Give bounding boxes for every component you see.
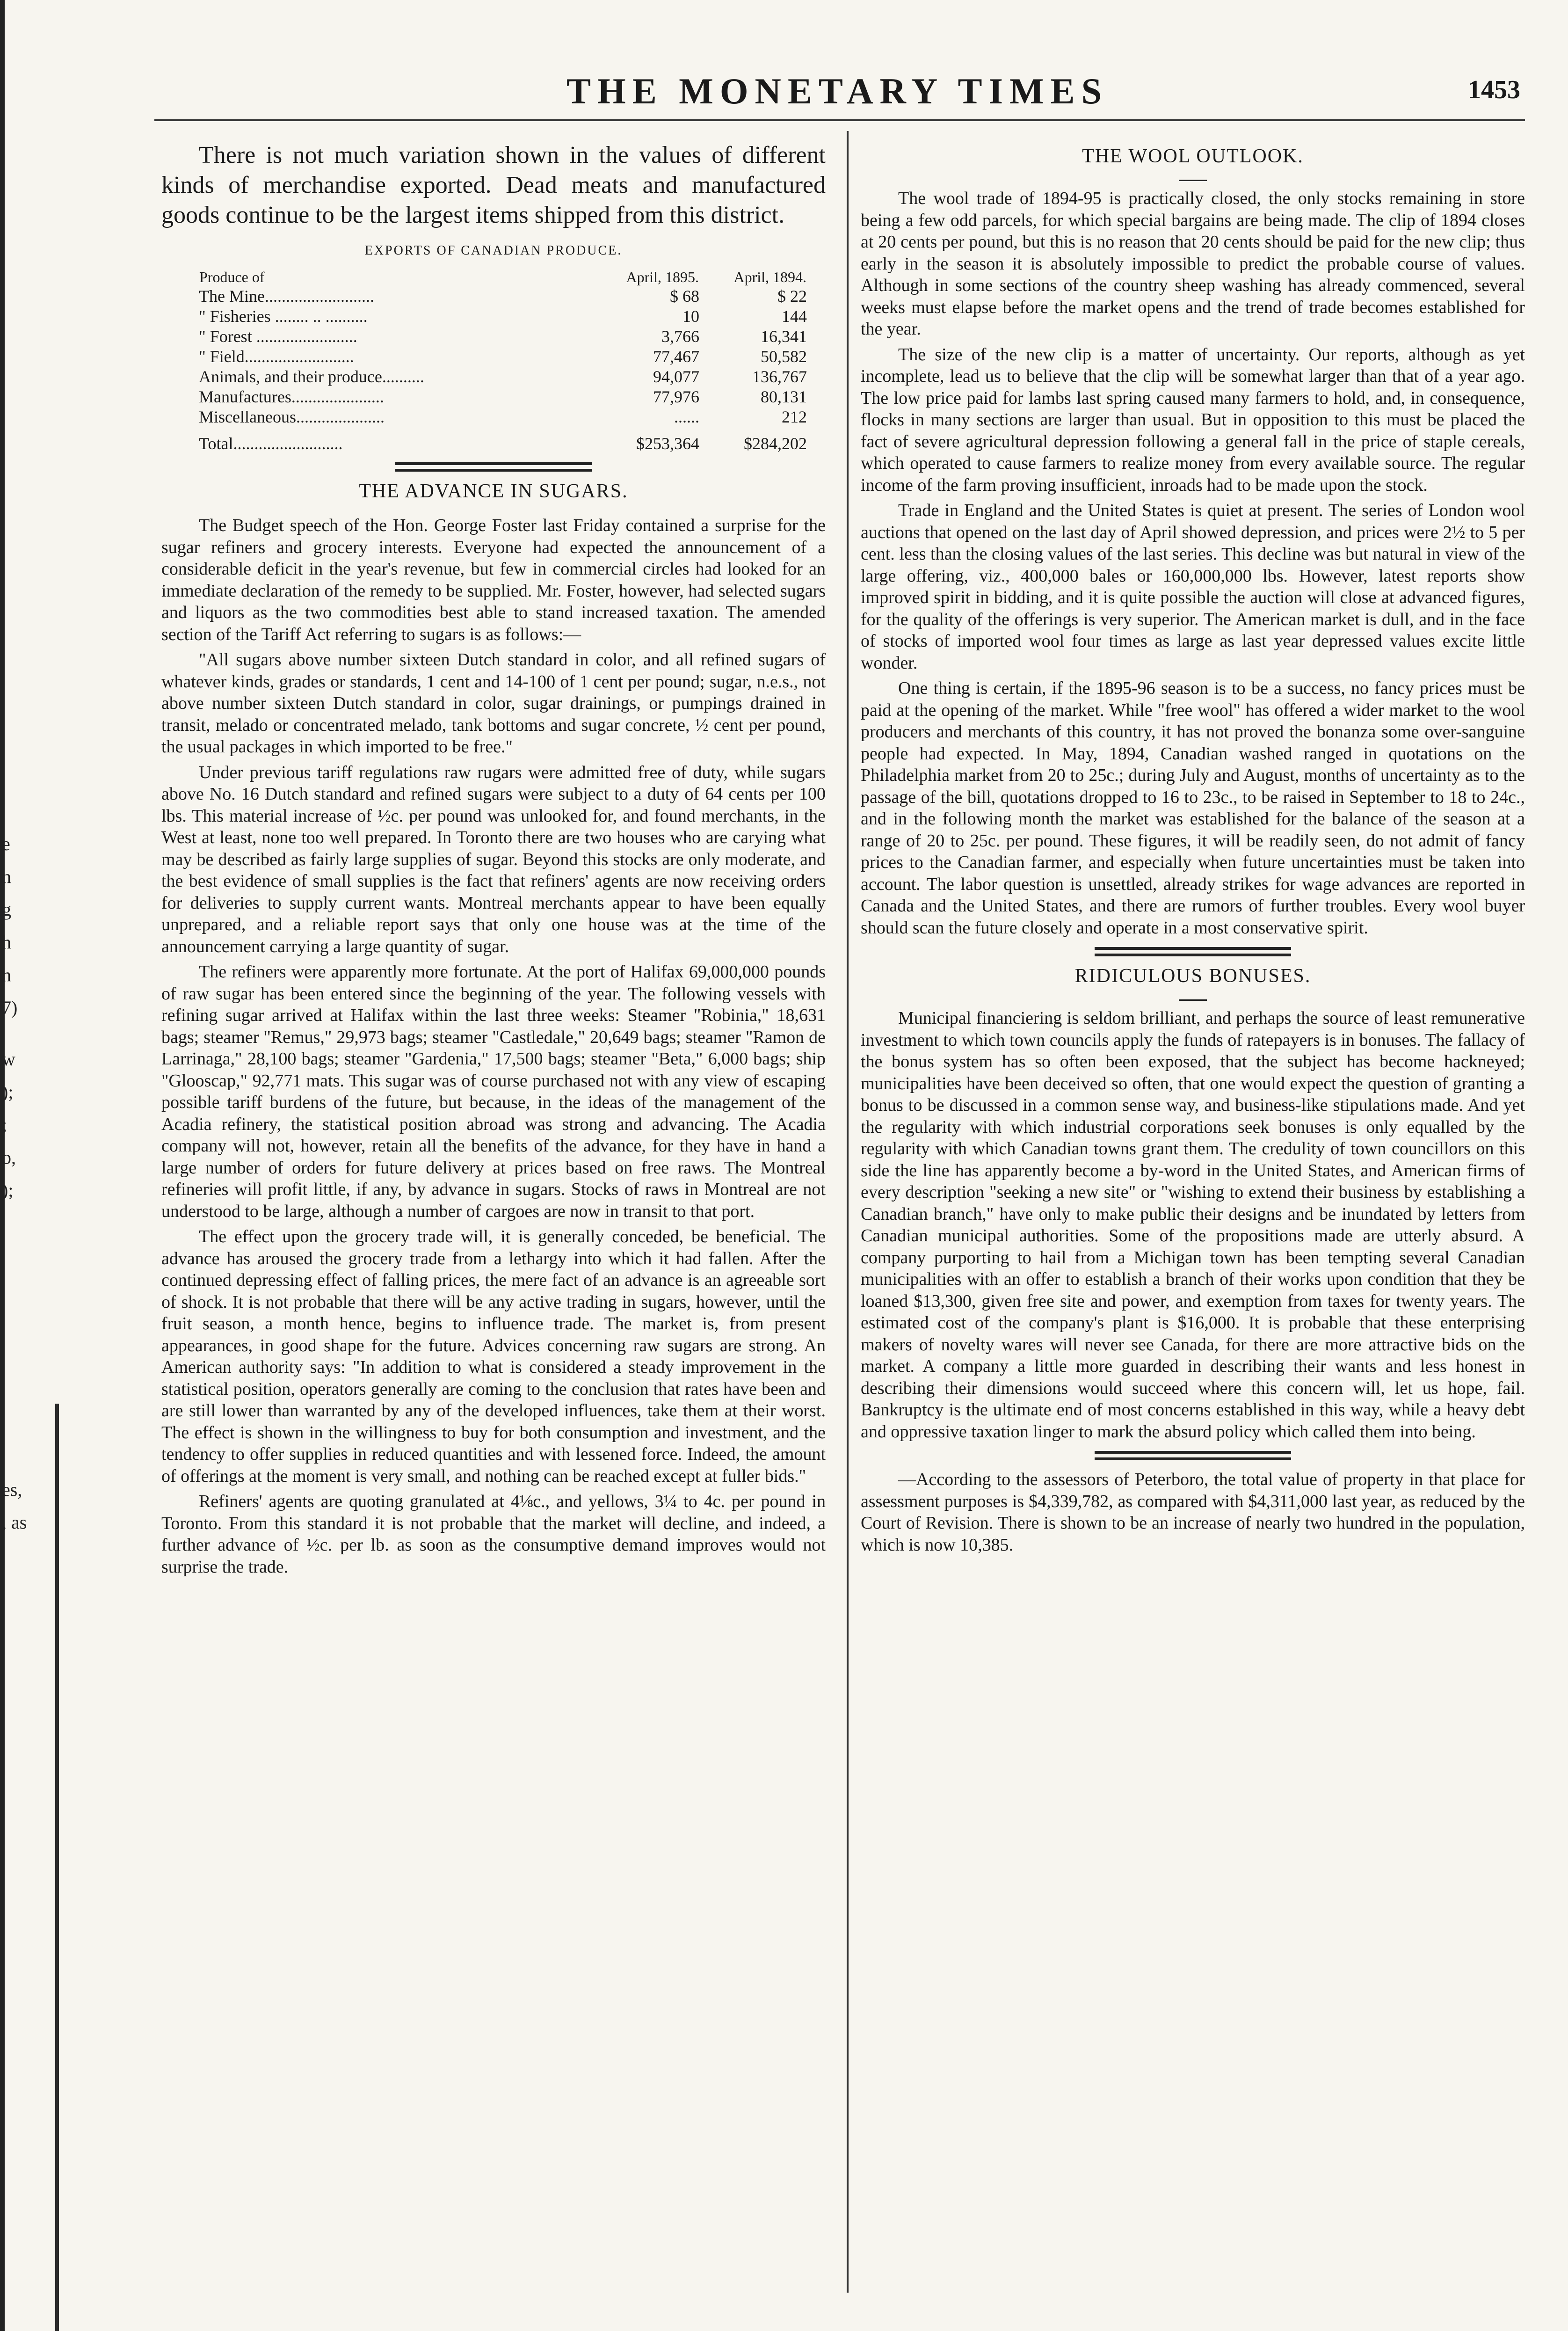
wool-paragraph: The size of the new clip is a matter of uncertainty. Our reports, although as yet incomplete, lead us to believe that the clip will be somewhat larger than that of a year ago. The low price paid for lambs last spring caused many farmers to hold, and, in consequence, flocks in many sections are larger than usual. But in opposition to this must be placed the fact of severe agricultural depression following a general fall in the price of staple cereals, which operated to cause farmers to realize money from every available source. The regular income of the farm proving insufficient, inroads had to be made upon the stock. <box>861 344 1525 495</box>
peterboro-item <box>861 1469 1525 1556</box>
row-value-1894: 212 <box>782 408 807 426</box>
lead-paragraph: There is not much variation shown in the values of different kinds of merchandise exported. Dead meats and manufactured goods continue to be the largest items shipped from this district. <box>161 142 826 228</box>
margin-fragment: ); <box>2 1081 14 1102</box>
col-header-1894: April, 1894. <box>733 269 806 285</box>
row-label: Miscellaneous..................... <box>199 408 385 426</box>
margin-fragment: o, <box>2 1147 16 1168</box>
row-value-1894: $284,202 <box>744 434 807 453</box>
row-value-1895: $ 68 <box>670 287 699 306</box>
sugar-paragraph: "All sugars above number sixteen Dutch standard in color, and all refined sugars of whatever kinds, grades or standards, 1 cent and 14-100 of 1 cent per pound; sugar, n.e.s., not above number sixteen Dutch standard in color, sugar drainings, or pumpings drained in transit, melado or concentrated melado, tank bottoms and sugar concrete, ½ cent per pound, the usual packages in which imported to be free." <box>161 650 826 757</box>
row-label: Manufactures...................... <box>199 387 384 406</box>
wool-paragraph: Trade in England and the United States is quiet at present. The series of London wool auctions that opened on the last day of April showed depression, and prices were 2½ to 5 per cent. less than the closing values of the last series. This decline was but natural in view of the large offering, viz., 400,000 bales or 160,000,000 lbs. However, latest reports show improved spirit in bidding, and it is quite possible the auction will close at advanced figures, for the quality of the offerings is very superior. The American market is dull, and in the face of stocks of imported wool four times as large as last year depressed values excite little wonder. <box>861 501 1525 673</box>
exports-table <box>199 268 807 454</box>
row-label: The Mine.......................... <box>199 287 374 306</box>
margin-fragment: n <box>2 964 11 985</box>
margin-fragment: ; <box>2 1114 7 1135</box>
sugar-paragraph: Refiners' agents are quoting granulated at 4⅛c., and yellows, 3¼ to 4c. per pound in Toronto. From this standard it is not probable that the market will decline, and indeed, a further advance of ½c. per lb. as soon as the consumptive demand improves would not surprise the trade. <box>161 1492 826 1577</box>
section-divider <box>395 462 592 472</box>
row-value-1895: 77,467 <box>653 347 699 366</box>
page-number: 1453 <box>1468 75 1520 104</box>
bonus-paragraph: Municipal financiering is seldom brilliant, and perhaps the source of least remunerative investment to which town councils apply the funds of ratepayers is in bonuses. The fallacy of the bonus system has so often been exposed, that the subject has become hackneyed; municipalities have been deceived so often, that one would expect the question of granting a bonus to be discussed in a common sense way, and business-like stipulations made. And yet the regularity with which industrial corporations seek bonuses is only equalled by the regularity with which Canadian towns grant them. The credulity of town councillors on this side the line has apparently become a by-word in the United States, and American firms of every description "seeking a new site" or "wishing to extend their business by establishing a Canadian branch," have only to make public their designs and be inundated by letters from Canadian municipal authorities. Some of the propositions made are utterly absurd. A company purporting to hail from a Michigan town has been tempting several Canadian municipalities with an offer to establish a branch of their works upon condition that they be loaned $13,300, given free site and power, and exemption from taxes for twenty years. The estimated cost of the company's plant is $16,000. It is probable that these enterprising makers of novelty wares will never see Canada, for there are more attractive bids on the market. A company a little more guarded in describing their wants and less honest in describing their dimensions would succeed where this concern will, let us hope, fail. Bankruptcy is the ultimate end of most concerns established in this way, while a heavy debt and oppressive taxation linger to mark the absurd policy which called them into being. <box>861 1008 1525 1442</box>
row-value-1895: ...... <box>674 408 699 426</box>
row-value-1895: 10 <box>682 307 699 326</box>
row-value-1894: 16,341 <box>761 327 807 346</box>
margin-fragment: n <box>2 866 11 887</box>
bonus-article-body <box>861 1007 1525 1442</box>
wool-article-body <box>861 188 1525 939</box>
row-label: " Field.......................... <box>199 347 354 366</box>
margin-fragment: , as <box>2 1512 27 1533</box>
sugar-paragraph: The effect upon the grocery trade will, it is generally conceded, be beneficial. The advance has aroused the grocery trade from a lethargy into which it had fallen. After the continued depressing effect of falling prices, the mere fact of an advance is an agreeable sort of shock. It is not probable that there will be any active trading in sugars, however, until the fruit season, a month hence, begins to influence trade. The market is, from present appearances, in good shape for the future. Advices concerning raw sugars are strong. An American authority says: "In addition to what is considered a steady improvement in the statistical position, operators generally are coming to the conclusion that rates have been and are still lower than warranted by any of the developed influences, take them at their worst. The effect is shown in the willingness to buy for both consumption and investment, and the tendency to offer supplies in reduced quantities and with lessened force. Indeed, the amount of offerings at the moment is very small, and nothing can be reached except at fuller bids." <box>161 1227 826 1486</box>
left-column <box>161 140 826 1581</box>
sugar-article-body <box>161 515 826 1578</box>
row-value-1894: 80,131 <box>761 387 807 406</box>
col-header-1895: April, 1895. <box>626 269 699 285</box>
title-underline <box>1179 999 1207 1001</box>
row-value-1894: $ 22 <box>777 287 807 306</box>
table-row <box>199 286 807 306</box>
peterboro-paragraph: —According to the assessors of Peterboro, the total value of property in that place for assessment purposes is $4,339,782, as compared with $4,311,000 last year, as reduced by the Court of Revision. There is shown to be an increase of nearly two hundred in the population, which is now 10,385. <box>861 1470 1525 1555</box>
row-value-1895: $253,364 <box>636 434 699 453</box>
row-label: " Fisheries ........ .. .......... <box>199 307 368 326</box>
row-value-1894: 50,582 <box>761 347 807 366</box>
table-row <box>199 347 807 367</box>
sugar-paragraph: Under previous tariff regulations raw rugars were admitted free of duty, while sugars above No. 16 Dutch standard and refined sugars were subject to a duty of 64 cents per 100 lbs. This material increase of ½c. per pound was unlooked for, and found merchants, in the West at least, none too well prepared. In Toronto there are two houses who are carying what may be described as fairly large supplies of sugar. Beyond this stocks are only moderate, and the best evidence of small supplies is the fact that refiners' agents are now receiving orders for deliveries to supply current wants. Montreal merchants appear to have been equally unprepared, and a reliable report says that only one house was at the time of the announcement carrying a large quantity of sugar. <box>161 762 826 956</box>
header-rule <box>154 119 1525 121</box>
page-header <box>154 70 1520 112</box>
column-divider <box>847 131 849 2293</box>
row-value-1895: 77,976 <box>653 387 699 406</box>
table-row <box>199 367 807 387</box>
row-label: " Forest ........................ <box>199 327 357 346</box>
table-row <box>199 387 807 407</box>
row-label: Animals, and their produce.......... <box>199 367 424 386</box>
exports-table-title: EXPORTS OF CANADIAN PRODUCE. <box>364 243 623 258</box>
section-divider <box>1095 947 1291 956</box>
row-label: Total.......................... <box>199 434 343 453</box>
col-header-produce: Produce of <box>199 269 265 285</box>
margin-fragment: es, <box>2 1479 22 1500</box>
margin-fragment: h <box>2 932 11 953</box>
table-row <box>199 306 807 327</box>
sugar-section-title: THE ADVANCE IN SUGARS. <box>359 481 628 502</box>
margin-fragment: g <box>2 899 11 920</box>
table-header-row <box>199 268 807 286</box>
masthead-title: THE MONETARY TIMES <box>566 71 1108 111</box>
title-underline <box>1179 180 1207 181</box>
bonus-section-title: RIDICULOUS BONUSES. <box>1074 965 1311 987</box>
table-row <box>199 327 807 347</box>
sugar-paragraph: The refiners were apparently more fortunate. At the port of Halifax 69,000,000 pounds of raw sugar has been entered since the beginning of the year. The following vessels with refining sugar arrived at Halifax within the last three weeks: Steamer "Robinia," 18,631 bags; steamer "Remus," 29,973 bags; steamer "Castledale," 20,649 bags; steamer "Ramon de Larrinaga," 28,100 bags; steamer "Gardenia," 17,500 bags; steamer "Beta," 6,000 bags; ship "Glooscap," 92,771 mats. This sugar was of course purchased not with any view of escaping possible tariff burdens of the future, but because, in the ideas of the management of the Acadia refinery, the statistical position abroad was strong and advancing. The Acadia company will not, however, retain all the benefits of the advance, for they have in hand a large number of orders for future delivery at prices based on free raws. The Montreal refineries will profit little, if any, by advance in sugars. Stocks of raws in Montreal are not understood to be large, although a number of cargoes are now in transit to that port. <box>161 962 826 1221</box>
row-value-1895: 94,077 <box>653 367 699 386</box>
binding-spine-lower <box>55 1404 59 2331</box>
wool-paragraph: The wool trade of 1894-95 is practically closed, the only stocks remaining in store being a few odd parcels, for which special bargains are being made. The clip of 1894 closes at 20 cents per pound, but this is no reason that 20 cents should be paid for the new clip; thus early in the season it is absolutely impossible to predict the probable course of values. Although in some sections of the country sheep washing has already commenced, several weeks must elapse before the market opens and the trend of trade becomes established for the year. <box>861 189 1525 339</box>
right-column <box>861 140 1525 1559</box>
wool-section-title: THE WOOL OUTLOOK. <box>1082 146 1304 167</box>
exports-table-body <box>199 286 807 454</box>
section-divider <box>1095 1451 1291 1460</box>
row-value-1894: 136,767 <box>752 367 807 386</box>
row-value-1894: 144 <box>782 307 807 326</box>
margin-fragment: 7) <box>2 997 18 1018</box>
margin-fragment: w <box>2 1049 15 1070</box>
margin-fragment: ); <box>2 1180 14 1201</box>
margin-fragment: e <box>2 833 10 854</box>
table-total-row <box>199 427 807 454</box>
sugar-paragraph: The Budget speech of the Hon. George Foster last Friday contained a surprise for the sugar refiners and grocery interests. Everyone had expected the announcement of a considerable deficit in the year's revenue, but few in commercial circles had looked for an immediate declaration of the remedy to be supplied. Mr. Foster, however, had selected sugars and liquors as the two commodities best able to stand increased taxation. The amended section of the Tariff Act referring to sugars is as follows:— <box>161 516 826 644</box>
table-row <box>199 407 807 427</box>
wool-paragraph: One thing is certain, if the 1895-96 season is to be a success, no fancy prices must be paid at the opening of the market. While "free wool" has offered a wider market to the wool producers and merchants of this country, it has not proved the bonanza some over-sanguine people had expected. In May, 1894, Canadian washed ranged in quotations on the Philadelphia market from 20 to 25c.; during July and August, months of uncertainty as to the passage of the bill, quotations dropped to 16 to 23c., to be raised in September to 18 to 24c., and in the following month the market was established for the balance of the season at a range of 20 to 25c. per pound. These figures, it will be readily seen, do not admit of fancy prices to the Canadian farmer, and especially when future uncertainties must be taken into account. The labor question is unsettled, already strikes for wage advances are reported in Canada and the United States, and there are rumors of further troubles. Every wool buyer should scan the future closely and operate in a most conservative spirit. <box>861 678 1525 938</box>
row-value-1895: 3,766 <box>661 327 699 346</box>
